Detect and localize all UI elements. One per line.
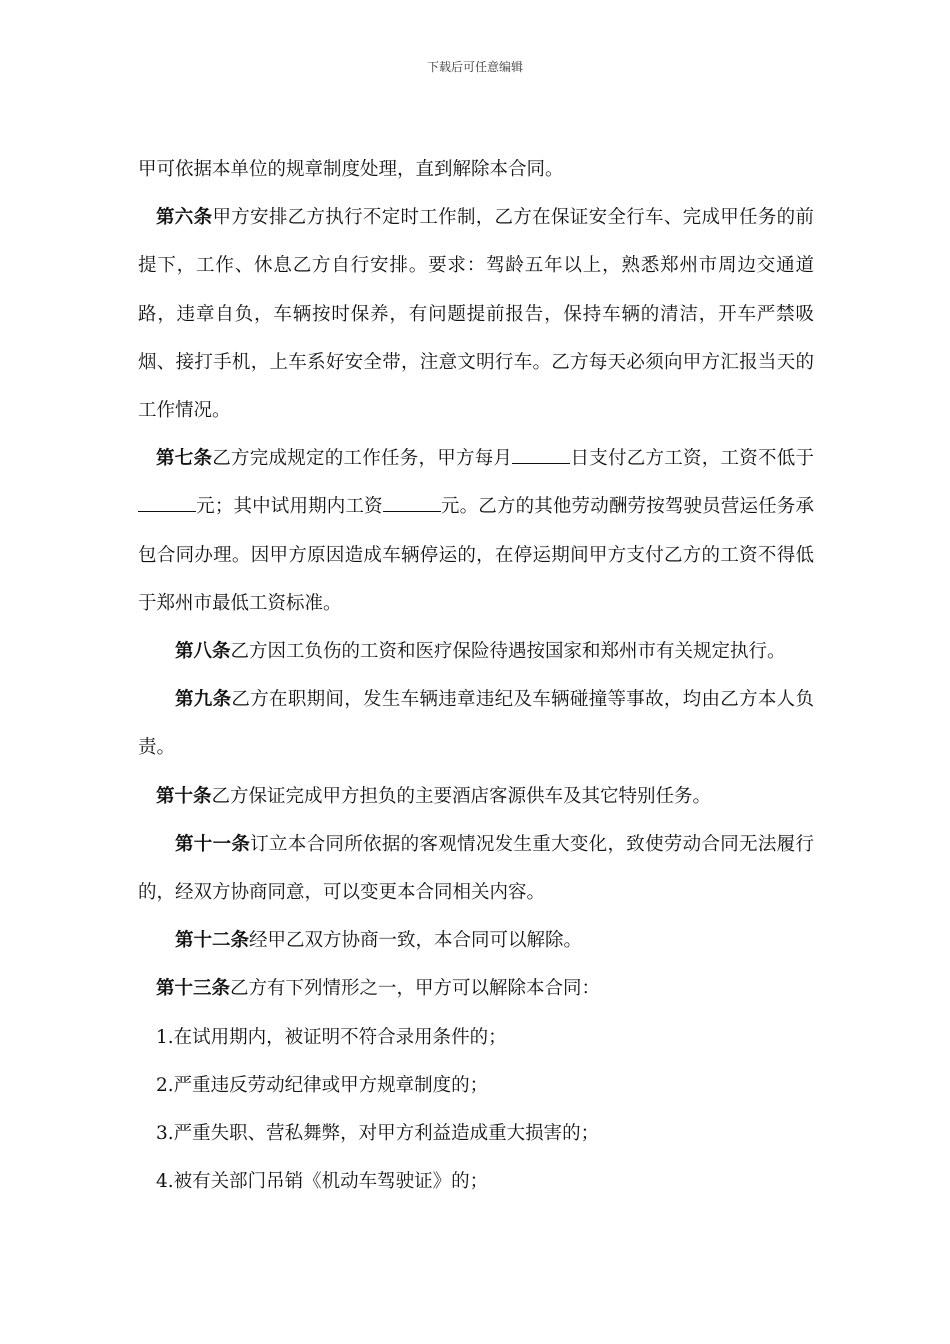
- paragraph-continuation: [138, 146, 814, 194]
- article-8: [138, 628, 814, 676]
- paragraph-text: 甲可依据本单位的规章制度处理，直到解除本合同。: [138, 159, 564, 180]
- article-text: 乙方因工负伤的工资和医疗保险待遇按国家和郑州市有关规定执行。: [230, 641, 786, 663]
- article-label: 第十三条: [156, 978, 231, 1000]
- article-13: [138, 965, 814, 1013]
- article-text: 乙方保证完成甲方担负的主要酒店客源供车及其它特别任务。: [211, 785, 712, 807]
- article-text: 乙方完成规定的工作任务，甲方每月: [212, 448, 513, 470]
- article-text: 乙方有下列情形之一，甲方可以解除本合同：: [230, 978, 601, 1000]
- article-text: 元。乙方的其他劳动酬劳按驾驶员营运任务承包合同办理。因甲方原因造成车辆停运的，在停运期间甲方支付乙方的工资不得低于郑州市最低工资标准。: [138, 496, 814, 614]
- article-label: 第六条: [156, 207, 213, 229]
- article-text: 元；其中试用期内工资: [196, 496, 383, 518]
- article-label: 第十条: [156, 785, 212, 807]
- article-9: [138, 676, 814, 772]
- article-label: 第七条: [156, 448, 213, 470]
- article-7: [138, 435, 814, 628]
- article-text: 乙方在职期间，发生车辆违章违纪及车辆碰撞等事故，均由乙方本人负责。: [138, 689, 814, 759]
- article-label: 第十一条: [175, 833, 251, 855]
- article-label: 第九条: [175, 689, 232, 711]
- article-10: [138, 773, 814, 821]
- article-label: 第八条: [175, 641, 231, 663]
- article-text: 日支付乙方工资，工资不低于: [570, 448, 814, 470]
- article-11: [138, 821, 814, 917]
- page-header: 下载后可任意编辑: [426, 60, 523, 74]
- list-item: 3.严重失职、营私舞弊，对甲方利益造成重大损害的；: [156, 1123, 600, 1145]
- list-item: 4.被有关部门吊销《机动车驾驶证》的；: [156, 1171, 489, 1193]
- article-6: [138, 194, 814, 435]
- article-label: 第十二条: [175, 930, 250, 952]
- payday-blank: [512, 447, 570, 464]
- contract-body: [138, 146, 814, 1206]
- article-text: 订立本合同所依据的客观情况发生重大变化，致使劳动合同无法履行的，经双方协商同意，可以变更本合同相关内容。: [138, 833, 814, 904]
- probation-salary-blank: [383, 495, 441, 512]
- article-12: [138, 917, 814, 965]
- salary-blank: [138, 495, 196, 512]
- list-item: 2.严重违反劳动纪律或甲方规章制度的；: [156, 1074, 489, 1096]
- article-text: 甲方安排乙方执行不定时工作制，乙方在保证安全行车、完成甲任务的前提下，工作、休息乙方自行安排。要求：驾龄五年以上，熟悉郑州市周边交通道路，违章自负，车辆按时保养，有问题提前报告，保持车辆的清洁，开车严禁吸烟、接打手机，上车系好安全带，注意文明行车。乙方每天必须向甲方汇报当天的工作情况。: [138, 207, 814, 422]
- list-item: 1.在试用期内，被证明不符合录用条件的；: [156, 1026, 507, 1048]
- article-text: 经甲乙双方协商一致，本合同可以解除。: [249, 930, 583, 952]
